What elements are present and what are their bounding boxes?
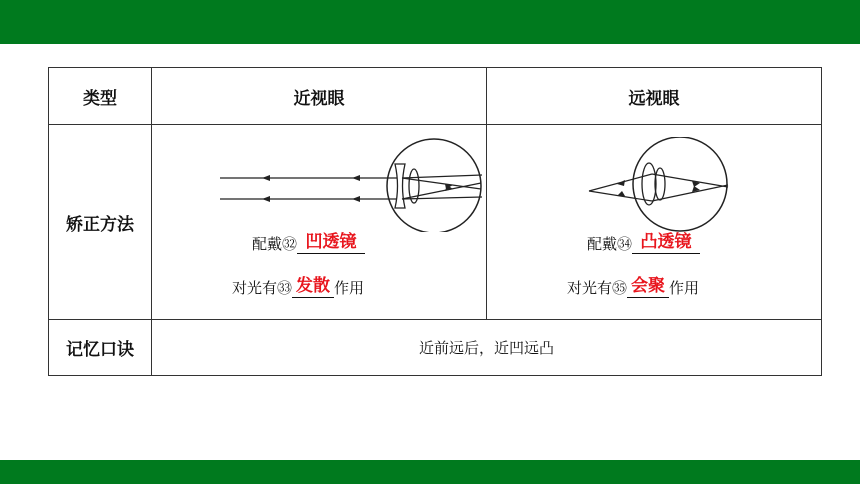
hyperopia-method-cell <box>487 125 822 320</box>
convex-lens <box>642 163 656 205</box>
blank-number-32: ㉜ <box>282 235 298 253</box>
light-suffix: 作用 <box>669 279 700 297</box>
memo-text: 近前远后，近凹远凸 <box>152 320 822 376</box>
blank-number-34: ㉞ <box>617 235 633 253</box>
header-myopia: 近视眼 <box>152 68 487 125</box>
myopia-effect-blank <box>292 276 334 298</box>
correction-method-row <box>49 125 822 320</box>
header-type: 类型 <box>49 68 152 125</box>
myopia-light-line <box>232 277 364 298</box>
eye-correction-table <box>48 67 822 376</box>
hyperopia-lens-answer: 凸透镜 <box>640 232 692 252</box>
blank-number-35: ㉟ <box>612 279 628 297</box>
top-banner <box>0 0 860 44</box>
light-prefix: 对光有 <box>232 279 278 297</box>
light-suffix: 作用 <box>334 279 365 297</box>
memo-row-label: 记忆口诀 <box>49 320 152 376</box>
hyperopia-lens-blank <box>632 232 700 254</box>
hyperopia-diagram <box>487 137 822 232</box>
blank-number-33: ㉝ <box>277 279 293 297</box>
light-prefix: 对光有 <box>567 279 613 297</box>
header-row <box>49 68 822 125</box>
hyperopia-wear-line <box>587 233 700 254</box>
myopia-wear-line <box>252 233 365 254</box>
concave-lens <box>395 164 405 208</box>
eye-lens <box>409 169 419 203</box>
myopia-diagram <box>152 137 487 232</box>
hyperopia-effect-answer: 会聚 <box>631 276 666 296</box>
memory-rhyme-row <box>49 320 822 376</box>
myopia-effect-answer: 发散 <box>296 276 331 296</box>
header-hyperopia: 远视眼 <box>487 68 822 125</box>
wear-prefix: 配戴 <box>587 235 618 253</box>
wear-prefix: 配戴 <box>252 235 283 253</box>
bottom-banner <box>0 460 860 484</box>
method-row-label: 矫正方法 <box>49 125 152 320</box>
myopia-lens-blank <box>297 232 365 254</box>
myopia-method-cell <box>152 125 487 320</box>
myopia-lens-answer: 凹透镜 <box>305 232 357 252</box>
hyperopia-light-line <box>567 277 699 298</box>
hyperopia-effect-blank <box>627 276 669 298</box>
